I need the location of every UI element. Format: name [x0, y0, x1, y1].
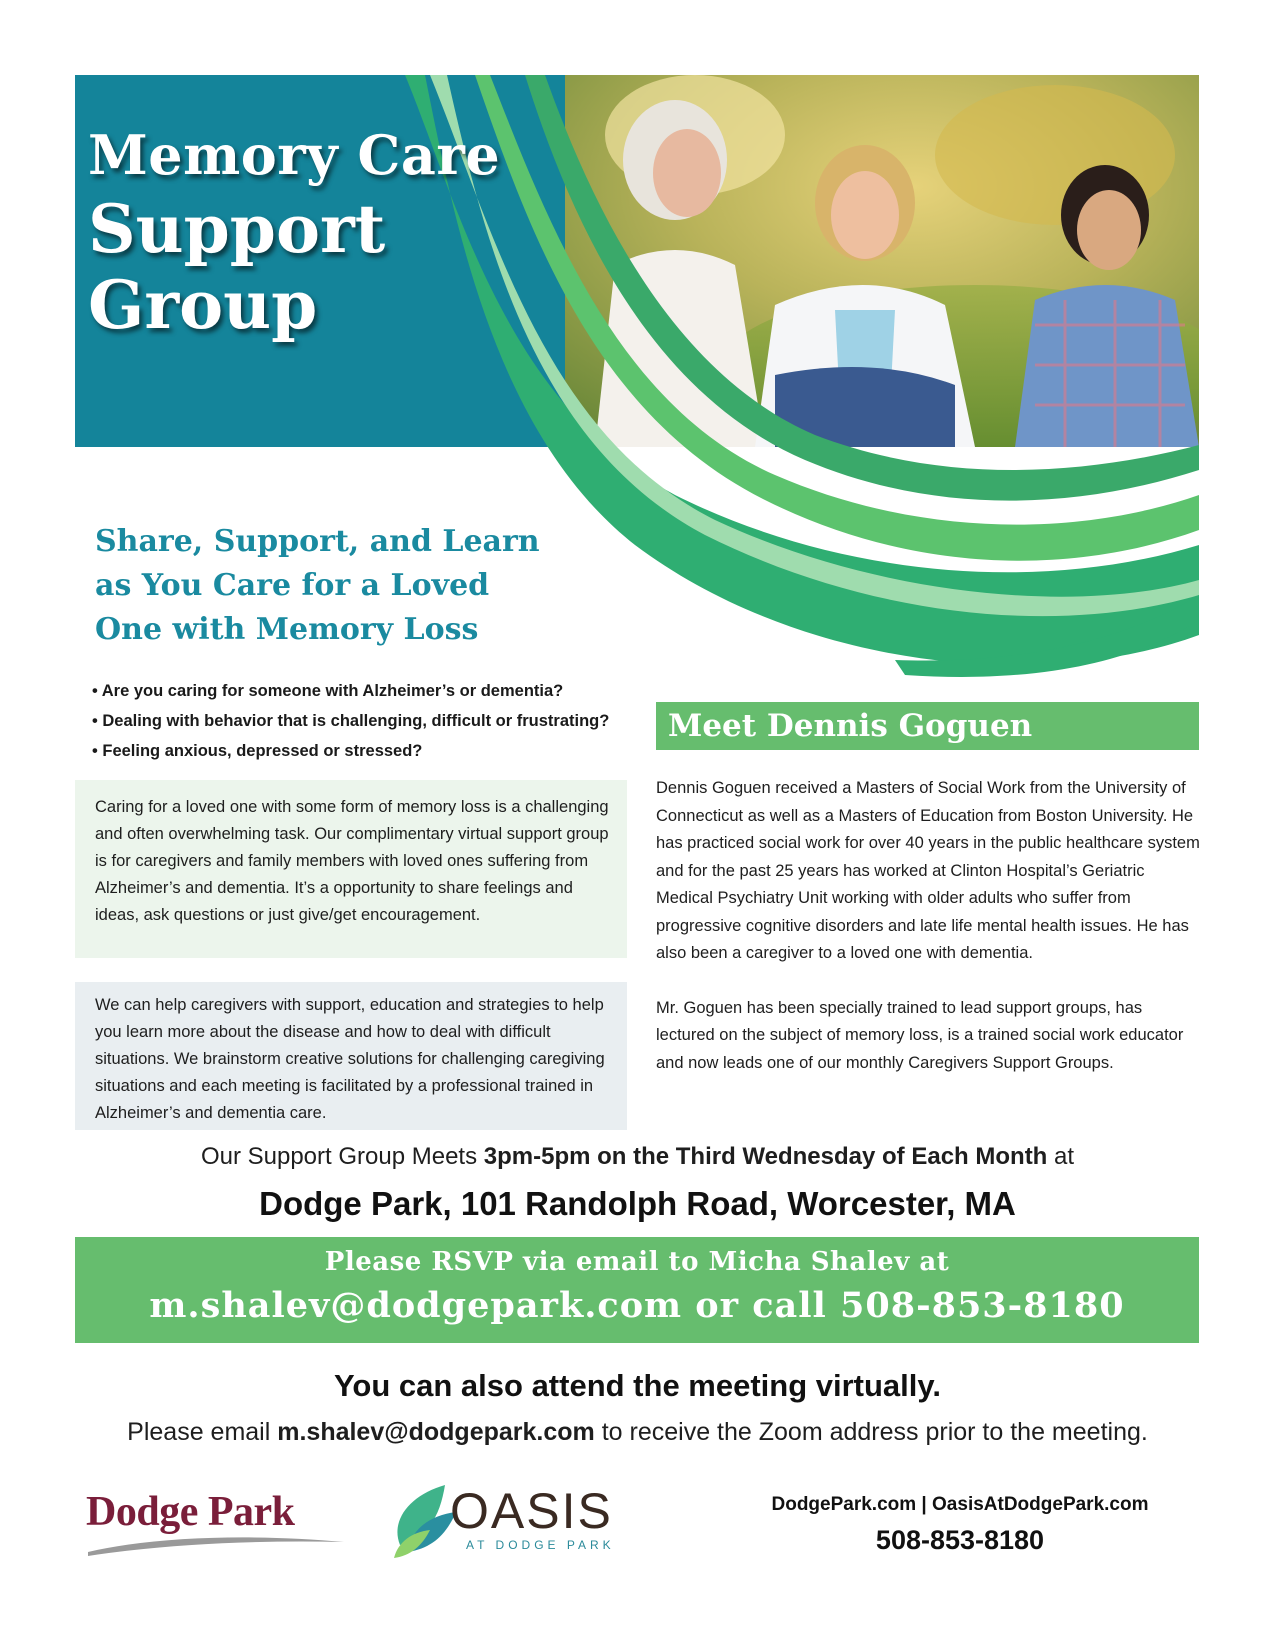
- schedule-time: 3pm-5pm on the Third Wednesday of Each Month: [483, 1143, 1048, 1170]
- meet-heading: Meet Dennis Goguen: [656, 702, 1199, 750]
- question-list: [92, 676, 652, 766]
- footer-website-links[interactable]: DodgePark.com | OasisAtDodgePark.com: [771, 1494, 1149, 1515]
- tagline-line-2: as You Care for a Loved: [95, 568, 490, 603]
- page-title: [88, 123, 628, 344]
- oasis-logo[interactable]: [390, 1480, 670, 1560]
- tagline-line-1: Share, Support, and Learn: [95, 524, 540, 559]
- intro-box: Caring for a loved one with some form of memory loss is a challenging and often overwhelming task. Our complimentary virtual support group is for caregivers and family members with loved ones suffering from Alzheimer’s and dementia. It’s a opportunity to share feelings and ideas, ask questions or just give/get encouragement.: [75, 780, 627, 958]
- tagline: [95, 520, 635, 652]
- tagline-line-3: One with Memory Loss: [95, 612, 479, 647]
- bio: [656, 775, 1201, 1104]
- zoom-prefix: Please email: [127, 1418, 278, 1446]
- schedule-prefix: Our Support Group Meets: [200, 1143, 484, 1170]
- rsvp-banner: [75, 1237, 1199, 1343]
- title-line-2: Support: [88, 190, 386, 268]
- rsvp-line-1: Please RSVP via email to Micha Shalev at: [324, 1247, 950, 1277]
- zoom-suffix: to receive the Zoom address prior to the meeting.: [594, 1418, 1148, 1446]
- virtual-heading: You can also attend the meeting virtually.: [334, 1368, 941, 1403]
- bio-paragraph-1: Dennis Goguen received a Masters of Social Work from the University of Connecticut as well as a Masters of Education from Boston University. He has practiced social work for over 40 years in the public healthcare system and for the past 25 years has worked at Clinton Hospital’s Geriatric Medical Psychiatry Unit working with older adults who suffer from progressive cognitive disorders and late life mental health issues. He has also been a caregiver to a loved one with dementia.: [656, 779, 1200, 962]
- oasis-logo-subtext: AT DODGE PARK: [466, 1538, 615, 1552]
- schedule-suffix: at: [1047, 1143, 1075, 1170]
- dodge-park-logo-text: Dodge Park: [86, 1489, 295, 1535]
- meeting-address: Dodge Park, 101 Randolph Road, Worcester, MA: [259, 1185, 1016, 1222]
- title-line-3: Group: [88, 266, 318, 344]
- help-box: We can help caregivers with support, education and strategies to help you learn more about the disease and how to deal with difficult situations. We brainstorm creative solutions for challenging caregiving situations and each meeting is facilitated by a professional trained in Alzheimer’s and dementia care.: [75, 982, 627, 1130]
- list-item: • Are you caring for someone with Alzheimer’s or dementia?: [92, 682, 564, 700]
- list-item: • Feeling anxious, depressed or stressed?: [92, 742, 423, 760]
- dodge-park-logo[interactable]: [86, 1488, 351, 1558]
- swoosh-icon: [86, 1532, 346, 1558]
- title-line-1: Memory Care: [88, 123, 501, 187]
- oasis-logo-text: OASIS: [450, 1483, 613, 1539]
- bio-paragraph-2: Mr. Goguen has been specially trained to lead support groups, has lectured on the subject of memory loss, is a trained social work educator and now leads one of our monthly Caregivers Support Groups.: [656, 998, 1184, 1072]
- footer-phone[interactable]: 508-853-8180: [875, 1525, 1045, 1555]
- zoom-email-link[interactable]: m.shalev@dodgepark.com: [277, 1418, 595, 1446]
- list-item: • Dealing with behavior that is challenging, difficult or frustrating?: [92, 712, 610, 730]
- zoom-instructions: [0, 1418, 1275, 1447]
- meeting-schedule: [0, 1143, 1275, 1171]
- rsvp-contact[interactable]: m.shalev@dodgepark.com or call 508-853-8180: [149, 1285, 1125, 1326]
